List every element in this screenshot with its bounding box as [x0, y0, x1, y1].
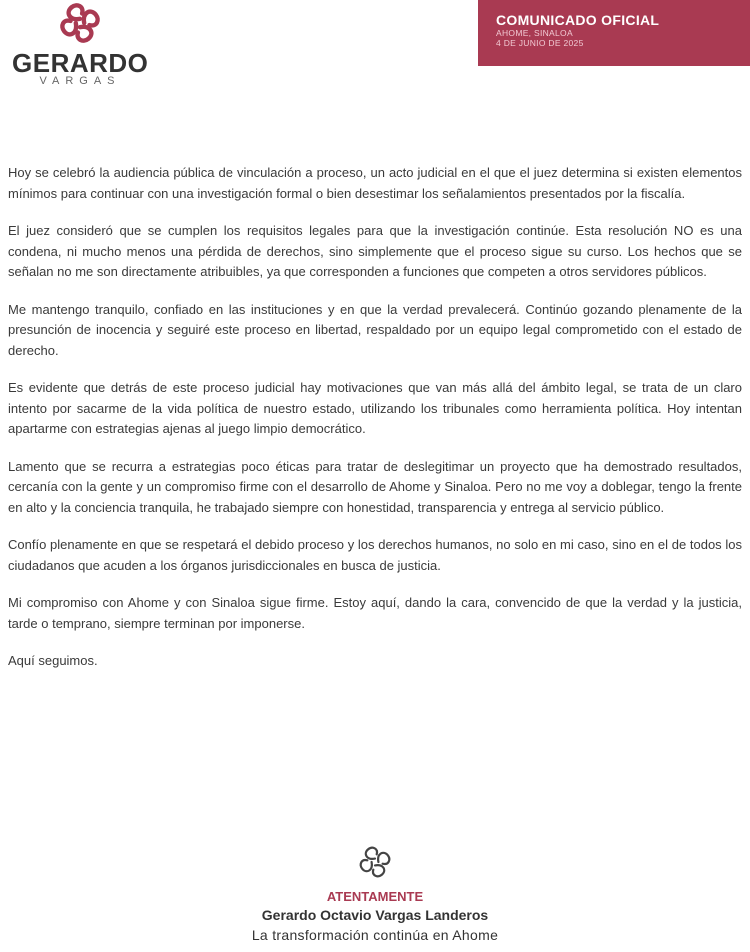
paragraph: Mi compromiso con Ahome y con Sinaloa sigue firme. Estoy aquí, dando la cara, convencido de que la verdad y la justicia, tarde o temprano, siempre terminan por imponerse. [8, 595, 742, 631]
paragraph: Lamento que se recurra a estrategias poco éticas para tratar de deslegitimar un proyecto que ha demostrado resultados, cercanía con la gente y un compromiso firme con el desarrollo de Ahome y Sinaloa. Pero no me voy a doblegar, tengo la frente en alto y la conciencia tranquila, he trabajado siempre con honestidad, transparencia y entrega al servicio público. [8, 458, 742, 515]
signature-block [0, 845, 750, 945]
paragraph: Hoy se celebró la audiencia pública de vinculación a proceso, un acto judicial en el que el juez determina si existen elementos mínimos para continuar con una investigación formal o bien desestimar los señalamientos presentados por la fiscalía. [8, 165, 742, 201]
signature-knot-icon [358, 845, 392, 879]
brand-knot-icon [59, 2, 101, 44]
signature-slogan: La transformación continúa en Ahome [251, 927, 499, 943]
paragraph: Aquí seguimos. [8, 653, 98, 668]
signature-closing: ATENTAMENTE [326, 889, 424, 904]
paragraph: Confío plenamente en que se respetará el debido proceso y los derechos humanos, no solo en mi caso, sino en el de todos los ciudadanos que acuden a los órganos jurisdiccionales en busca de justicia. [8, 537, 742, 573]
paragraph: Es evidente que detrás de este proceso judicial hay motivaciones que van más allá del ámbito legal, se trata de un claro intento por sacarme de la vida política de nuestro estado, utilizando los tribunales como herramienta política. Hoy intentan apartarme con estrategias ajenas al juego limpio democrático. [8, 380, 742, 436]
paragraph: Me mantengo tranquilo, confiado en las instituciones y en que la verdad prevalecerá. Continúo gozando plenamente de la presunción de inocencia y seguiré este proceso en libertad, respaldado por un equipo legal comprometido con el estado de derecho. [8, 301, 742, 358]
signature-name: Gerardo Octavio Vargas Landeros [261, 907, 489, 923]
statement-body [8, 163, 742, 672]
brand-subname: VARGAS [39, 75, 121, 87]
header-title: COMUNICADO OFICIAL [496, 12, 660, 28]
brand-logo [12, 2, 148, 88]
header-banner [478, 0, 750, 66]
brand-name: GERARDO [12, 48, 149, 78]
header-location: AHOME, SINALOA [496, 28, 573, 38]
header-date: 4 DE JUNIO DE 2025 [496, 38, 584, 48]
paragraph: El juez consideró que se cumplen los requisitos legales para que la investigación continúe. Esta resolución NO es una condena, ni mucho menos una pérdida de derechos, sino simplemente que el proceso sigue su curso. Los hechos que se señalan no me son directamente atribuibles, ya que corresponden a funciones que competen a otros servidores públicos. [8, 223, 742, 279]
